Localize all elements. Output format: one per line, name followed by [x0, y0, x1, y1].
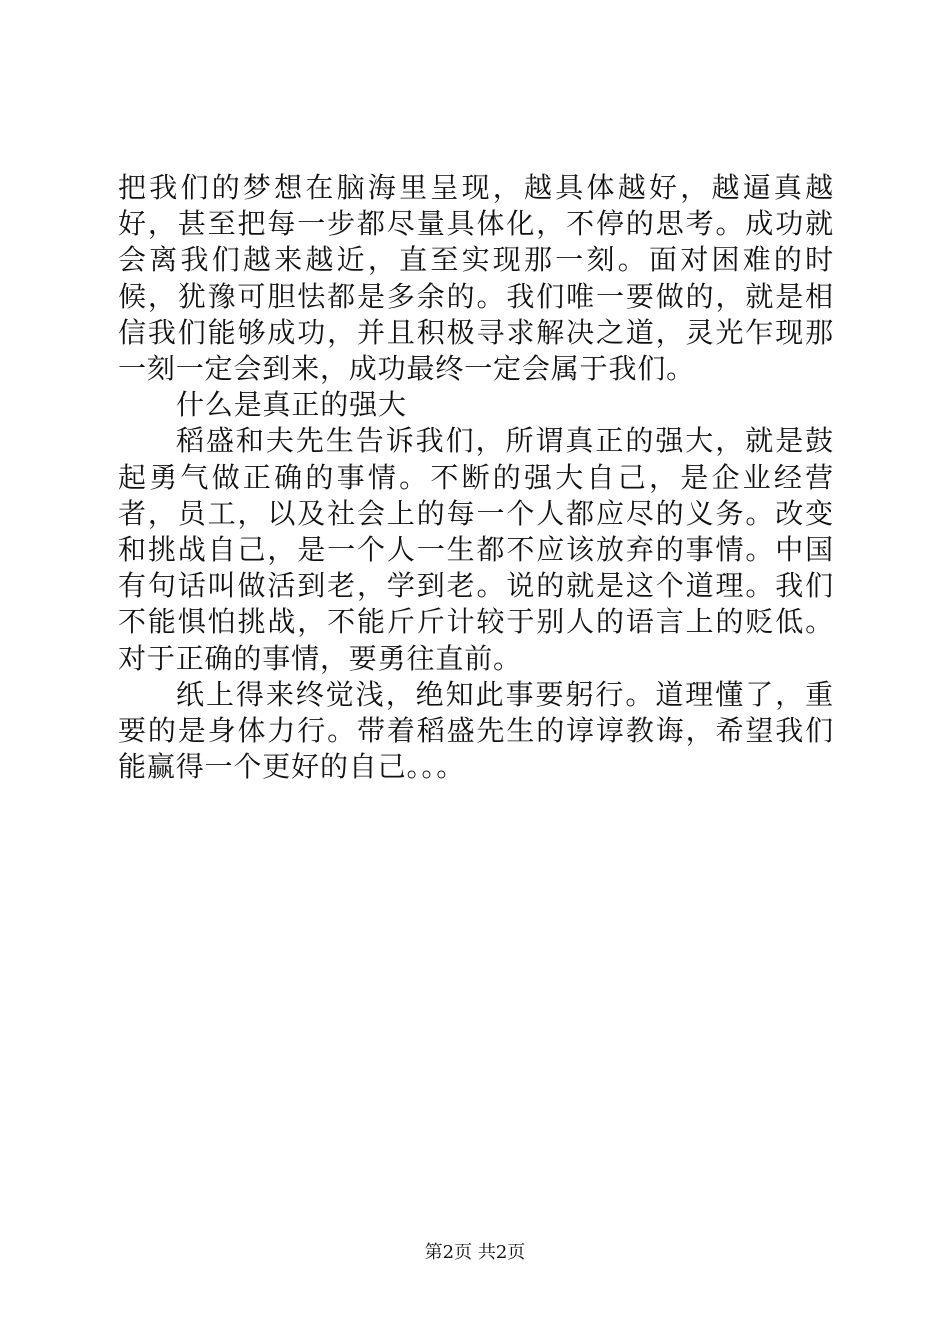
- section-heading: 什么是真正的强大: [176, 388, 407, 422]
- page-footer: 第2页 共2页: [424, 1242, 526, 1263]
- body-paragraph: 稻盛和夫先生告诉我们，所谓真正的强大，就是鼓起勇气做正确的事情。不断的强大自己，是企业经营者，员工，以及社会上的每一个人都应尽的义务。改变和挑战自己，是一个人一生都不应该放弃的事情。中国有句话叫做活到老，学到老。说的就是这个道理。我们不能惧怕挑战，不能斤斤计较于别人的语言上的贬低。对于正确的事情，要勇往直前。: [118, 424, 834, 675]
- body-paragraph-continuation: 把我们的梦想在脑海里呈现，越具体越好，越逼真越好，甚至把每一步都尽量具体化，不停的思考。成功就会离我们越来越近，直至实现那一刻。面对困难的时候，犹豫可胆怯都是多余的。我们唯一要做的，就是相信我们能够成功，并且积极寻求解决之道，灵光乍现那一刻一定会到来，成功最终一定会属于我们。: [118, 171, 834, 386]
- closing-paragraph: 纸上得来终觉浅，绝知此事要躬行。道理懂了，重要的是身体力行。带着稻盛先生的谆谆教诲，希望我们能赢得一个更好的自己。。。: [118, 677, 834, 784]
- document-body: [118, 170, 834, 785]
